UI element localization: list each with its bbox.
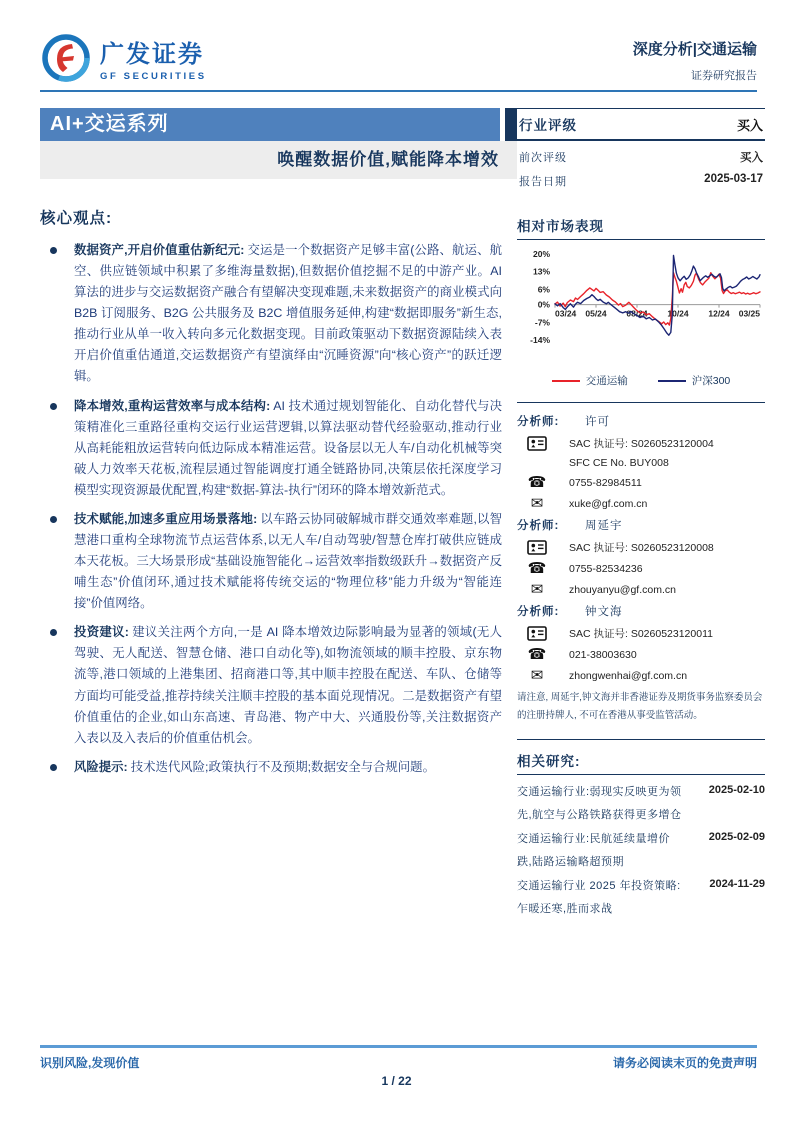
analyst-sfc: SFC CE No. BUY008 (569, 457, 669, 469)
bullet-text: AI 技术通过规划智能化、自动化替代与决策精准化三重路径重构交运行业运营逻辑,以算法驱动替代经验驱动,推动行业从高耗能粗放运营转向低边际成本精准运营。设备层以无人车/自动化机械等突破人力效率天花板,流程层通过智能调度打通全链路协同,决策层依托深度学习模型实现资源最优配置,构建“数据-算法-执行”闭环的降本增效新范式。 (74, 398, 502, 497)
svg-text:03/25: 03/25 (738, 308, 760, 319)
bullet-text: 技术迭代风险;政策执行不及预期;数据安全与合规问题。 (130, 759, 435, 774)
analyst-block-zhongwenhai (517, 603, 765, 683)
rating-value: 买入 (736, 118, 763, 133)
report-date-row: 报告日期 2025-03-17 (519, 173, 763, 188)
analyst-label: 分析师: (517, 416, 560, 428)
bullet-risk-notice (40, 757, 502, 778)
header (40, 32, 757, 84)
related-research-heading: 相关研究: (517, 750, 765, 775)
industry-rating-table (517, 108, 765, 189)
report-subtitle: 唤醒数据价值,赋能降本增效 (40, 141, 517, 179)
analyst-name: 许可 (585, 416, 610, 428)
gf-logo-icon (40, 32, 92, 84)
email-icon: ✉ (530, 581, 544, 598)
footer-disclaimer: 请务必阅读末页的免责声明 (612, 1056, 757, 1070)
bullet-lead: 投资建议: (74, 625, 129, 640)
relative-performance-section (517, 215, 765, 388)
gf-logo (40, 32, 207, 84)
bullet-lead: 风险提示: (74, 759, 128, 774)
svg-text:12/24: 12/24 (708, 308, 730, 319)
svg-text:-14%: -14% (530, 335, 550, 345)
bullet-lead: 技术赋能,加速多重应用场景落地: (74, 511, 258, 526)
svg-text:6%: 6% (537, 284, 550, 295)
bullet-data-assets (40, 240, 502, 388)
certificate-icon (517, 540, 557, 555)
related-research-item: 交通运输行业:民航延续量增价跌,陆路运输略超预期 2025-02-09 (517, 831, 765, 868)
sidebar-divider (517, 739, 765, 740)
analyst-sac: SAC 执证号: S0260523120011 (569, 628, 713, 640)
svg-text:08/24: 08/24 (626, 308, 648, 319)
bullet-lead: 数据资产,开启价值重估新纪元: (74, 243, 245, 257)
analyst-name: 周延宇 (585, 520, 623, 532)
core-views-list (40, 240, 502, 778)
legend-item-csi300: 沪深300 (658, 373, 731, 388)
related-research-section (517, 750, 765, 920)
related-research-item: 交通运输行业 2025 年投资策略:乍暖还寒,胜而求战 2024-11-29 (517, 878, 765, 915)
phone-icon: ☎ (527, 474, 547, 491)
analyst-sac: SAC 执证号: S0260523120004 (569, 438, 714, 450)
analyst-name: 钟文海 (585, 606, 623, 618)
analyst-phone: 021-38003630 (569, 648, 637, 661)
main-content (40, 206, 502, 786)
analyst-label: 分析师: (517, 606, 560, 618)
hk-license-note: 请注意, 周延宇,钟文海并非香港证券及期货事务监察委员会的注册持牌人, 不可在香港从事受监管活动。 (517, 692, 763, 722)
performance-heading: 相对市场表现 (517, 215, 765, 240)
svg-text:10/24: 10/24 (667, 308, 689, 319)
logo-en: GF SECURITIES (100, 71, 207, 82)
report-type: 证券研究报告 (691, 70, 757, 82)
red-line-swatch (552, 380, 580, 382)
bullet-text: 以车路云协同破解城市群交通效率难题,以智慧港口重构全球物流节点运营体系,以无人车/自动驾驶/智慧仓库打破供应链成本天花板。三大场景形成“基础设施智能化→运营效率指数级跃升→数据资产反哺生态”价值闭环,通过技术赋能将传统交运的“物理位移”能力升级为“智能连接”价值网络。 (74, 511, 502, 611)
logo-cn: 广发证券 (100, 41, 204, 68)
legend-item-transport: 交通运输 (552, 373, 628, 388)
header-divider (40, 90, 757, 92)
certificate-icon (517, 436, 557, 451)
series-title: AI+交运系列 (40, 108, 500, 141)
analyst-block-zhouyanyu (517, 517, 765, 597)
svg-text:13%: 13% (532, 266, 550, 277)
phone-icon: ☎ (527, 560, 547, 577)
analyst-phone: 0755-82984511 (569, 476, 642, 489)
analyst-block-xuke (517, 413, 765, 511)
previous-rating-row: 前次评级 买入 (519, 152, 763, 164)
footer-divider (40, 1045, 757, 1048)
analyst-sac: SAC 执证号: S0260523120008 (569, 542, 714, 554)
navy-line-swatch (658, 380, 686, 382)
analyst-email: zhouyanyu@gf.com.cn (569, 583, 676, 596)
title-accent-block (505, 108, 517, 141)
bullet-text: 建议关注两个方向,一是 AI 降本增效边际影响最为显著的领域(无人驾驶、无人配送、智慧仓储、港口自动化等),如物流领域的顺丰控股、京东物流等,港口领域的上港集团、招商港口等,其中顺丰控股在配送、车队、仓储等方面均可能受益,推荐持续关注顺丰控股的基本面兑现情况。二是数据资产有望价值重估的企业,如山东高速、青岛港、物产中大、兴通股份等,关注数据资产入表以及入表后的价值重估机会。 (74, 625, 502, 745)
svg-text:03/24: 03/24 (555, 308, 577, 319)
bullet-cost-reduction (40, 396, 502, 501)
report-category: 深度分析|交通运输 (632, 41, 757, 58)
bullet-text: 交运是一个数据资产足够丰富(公路、航运、航空、供应链领域中积累了多维海量数据),但数据价值挖掘不足的中游产业。AI 算法的进步与交运数据资产融合有望解决变现难题,未来数据资产的商业模式向 B2B 订阅服务、B2G 公共服务及 B2C 增值服务延伸,构建“数据即服务”新生态,推动行业从单一收入转向多元化数据变现。目前政策驱动下数据资源陆续入表开启价值重估通道,交运数据资产有望演绎由“沉睡资源”向“核心资产”的跃迁逻辑。 (74, 243, 502, 384)
svg-text:0%: 0% (537, 299, 550, 310)
sidebar (517, 108, 765, 922)
analyst-phone: 0755-82534236 (569, 562, 643, 575)
certificate-icon (517, 626, 557, 641)
analyst-email: zhongwenhai@gf.com.cn (569, 669, 688, 682)
analyst-label: 分析师: (517, 520, 560, 532)
bullet-tech-enable (40, 509, 502, 614)
phone-icon: ☎ (527, 646, 547, 663)
email-icon: ✉ (530, 667, 544, 684)
relative-performance-chart (517, 246, 765, 366)
svg-text:05/24: 05/24 (585, 308, 607, 319)
chart-legend (517, 373, 765, 388)
footer-slogan: 识别风险,发现价值 (40, 1056, 140, 1070)
svg-text:-7%: -7% (534, 317, 550, 328)
sidebar-divider (517, 402, 765, 403)
rating-header-row (517, 108, 765, 141)
analyst-email: xuke@gf.com.cn (569, 497, 648, 510)
footer (40, 1054, 757, 1071)
rating-label: 行业评级 (519, 118, 577, 133)
core-views-heading: 核心观点: (40, 210, 113, 227)
bullet-lead: 降本增效,重构运营效率与成本结构: (74, 398, 271, 413)
email-icon: ✉ (530, 495, 544, 512)
page-number: 1 / 22 (381, 1074, 412, 1088)
related-research-item: 交通运输行业:弱现实反映更为领先,航空与公路铁路获得更多增仓 2025-02-10 (517, 784, 765, 821)
svg-text:20%: 20% (532, 249, 550, 259)
bullet-investment-advice (40, 622, 502, 748)
